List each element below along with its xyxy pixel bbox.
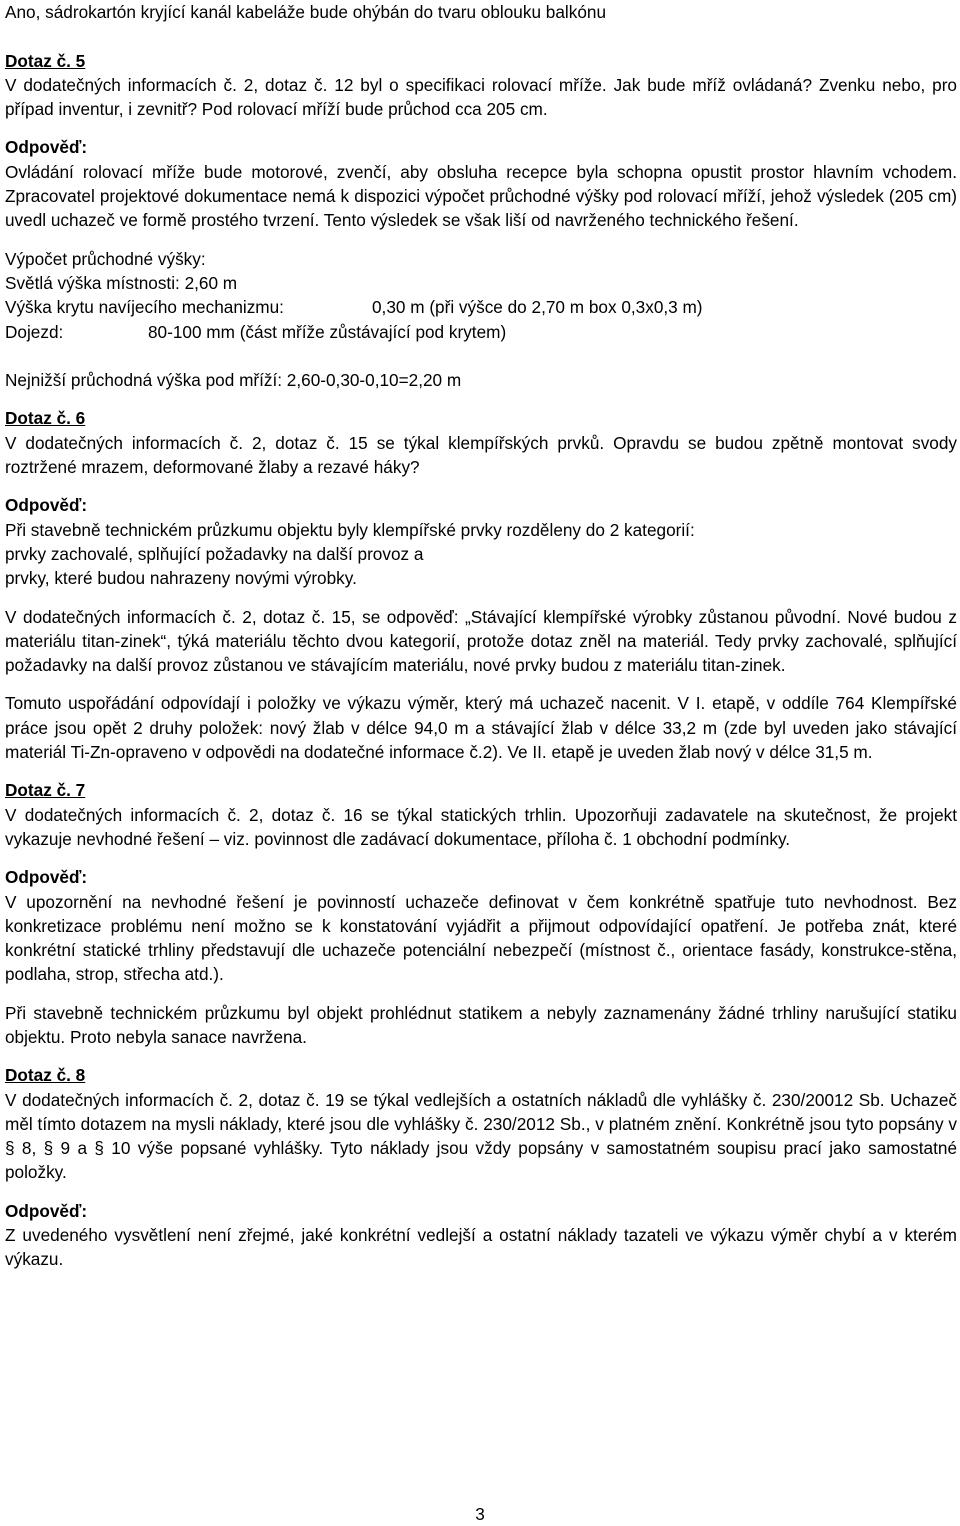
question-8-heading [5, 1063, 957, 1087]
question-6-heading-text: Dotaz č. 6 [5, 408, 86, 429]
question-6-text: V dodatečných informacích č. 2, dotaz č. 15 se týkal klempířských prvků. Opravdu se budou zpětně montovat svody roztržené mrazem, deformované žlaby a rezavé háky? [5, 432, 957, 478]
calc-line-cover-height [5, 295, 957, 319]
question-7-answer-paragraph-2: Při stavebně technickém průzkumu byl objekt prohlédnut statikem a nebyly zaznamenány žádné trhliny narušující statiku objektu. Proto nebyla sanace navržena. [5, 1002, 957, 1047]
calc-title: Výpočet průchodné výšky: [5, 248, 206, 269]
question-7-answer-label: Odpověď: [5, 867, 88, 888]
question-5-heading-text: Dotaz č. 5 [5, 50, 86, 71]
calc-line-travel-value: 80-100 mm (část mříže zůstávající pod krytem) [148, 321, 507, 342]
question-7-heading [5, 778, 957, 802]
question-6-answer-paragraph-3: Tomuto uspořádání odpovídají i položky ve výkazu výměr, který má uchazeč nacenit. V I. etapě, v oddíle 764 Klempířské práce jsou opět 2 druhy položek: nový žlab v délce 94,0 m a stávající žlab v délce 33,2 m (zde byl uveden jako stávající materiál Ti-Zn-opraveno v odpovědi na dodatečné informace č.2). Ve II. etapě je uveden žlab nový v délce 31,5 m. [5, 693, 957, 763]
calc-line-room-height: Světlá výška místnosti: 2,60 m [5, 272, 238, 293]
question-7-answer-paragraph-1: V upozornění na nevhodné řešení je povinností uchazeče definovat v čem konkrétně spatřuje tuto nevhodnost. Bez konkretizace problému není možno se k konstatování vyjádřit a přijmout odpovídající opatření. Je potřeba znát, které konkrétní statické trhliny představují dle uchazeče potenciální nebezpečí (místnost č., orientace fasády, konstrukce-stěna, podlaha, strop, střecha atd.). [5, 891, 957, 985]
question-6-answer-label: Odpověď: [5, 495, 88, 516]
calc-line-cover-value: 0,30 m (při výšce do 2,70 m box 0,3x0,3 m) [372, 297, 703, 318]
question-6-heading [5, 406, 957, 430]
question-8-answer-label: Odpověď: [5, 1200, 88, 1221]
question-8-answer: Z uvedeného vysvětlení není zřejmé, jaké konkrétní vedlejší a ostatní náklady tazateli ve výkazu výměr chybí a v kterém výkazu. [5, 1225, 957, 1270]
calc-line-cover-label: Výška krytu navíjecího mechanizmu: [5, 297, 284, 318]
calc-line-travel-label: Dojezd: [5, 321, 64, 342]
question-5-answer-label: Odpověď: [5, 137, 88, 158]
question-8-heading-text: Dotaz č. 8 [5, 1065, 86, 1086]
question-6-answer-line-1: Při stavebně technickém průzkumu objektu byly klempířské prvky rozděleny do 2 kategorií: [5, 519, 695, 540]
question-6-answer-line-3: prvky, které budou nahrazeny novými výrobky. [5, 568, 357, 589]
question-5-answer: Ovládání rolovací mříže bude motorové, zvenčí, aby obsluha recepce byla schopna opustit prostor hlavním vchodem. Zpracovatel projektové dokumentace nemá k dispozici výpočet průchodné výšky pod rolovací mříží, jehož výsledek (205 cm) uvedl uchazeč ve formě prostého tvrzení. Tento výsledek se však liší od navrženého technického řešení. [5, 161, 957, 231]
question-6-answer-line-2: prvky zachovalé, splňující požadavky na další provoz a [5, 543, 424, 564]
question-7-heading-text: Dotaz č. 7 [5, 780, 86, 801]
document-page [5, 0, 957, 1272]
calc-result: Nejnižší průchodná výška pod mříží: 2,60-0,30-0,10=2,20 m [5, 370, 462, 391]
question-8-text: V dodatečných informacích č. 2, dotaz č. 19 se týkal vedlejších a ostatních nákladů dle vyhlášky č. 230/20012 Sb. Uchazeč měl tímto dotazem na mysli náklady, které jsou dle vyhlášky č. 230/2012 Sb., v platném znění. Konkrétně jsou tyto popsány v § 8, § 9 a § 10 výše popsané vyhlášky. Tyto náklady jsou vždy popsány v samostatném soupisu prací jako samostatné položky. [5, 1089, 957, 1183]
calc-line-travel [5, 320, 957, 344]
question-7-text: V dodatečných informacích č. 2, dotaz č. 16 se týkal statických trhlin. Upozorňuji zadavatele na skutečnost, že projekt vykazuje nevhodné řešení – viz. povinnost dle zadávací dokumentace, příloha č. 1 obchodní podmínky. [5, 804, 957, 849]
intro-text: Ano, sádrokartón kryjící kanál kabeláže bude ohýbán do tvaru oblouku balkónu [5, 2, 607, 22]
question-5-heading [5, 49, 957, 73]
question-5-text: V dodatečných informacích č. 2, dotaz č. 12 byl o specifikaci rolovací mříže. Jak bude mříž ovládaná? Zvenku nebo, pro případ inventur, i zevnitř? Pod rolovací mříží bude průchod cca 205 cm. [5, 74, 957, 120]
page-number: 3 [475, 1504, 485, 1524]
question-6-answer-paragraph-2: V dodatečných informacích č. 2, dotaz č. 15, se odpověď: „Stávající klempířské výrobky zůstanou původní. Nové budou z materiálu titan-zinek“, týká materiálu těchto dvou kategorií, protože dotaz zněl na materiál. Tedy prvky zachovalé, splňující požadavky na další provoz zůstanou ve stávajícím materiálu, nové prvky budou z materiálu titan-zinek. [5, 606, 957, 676]
